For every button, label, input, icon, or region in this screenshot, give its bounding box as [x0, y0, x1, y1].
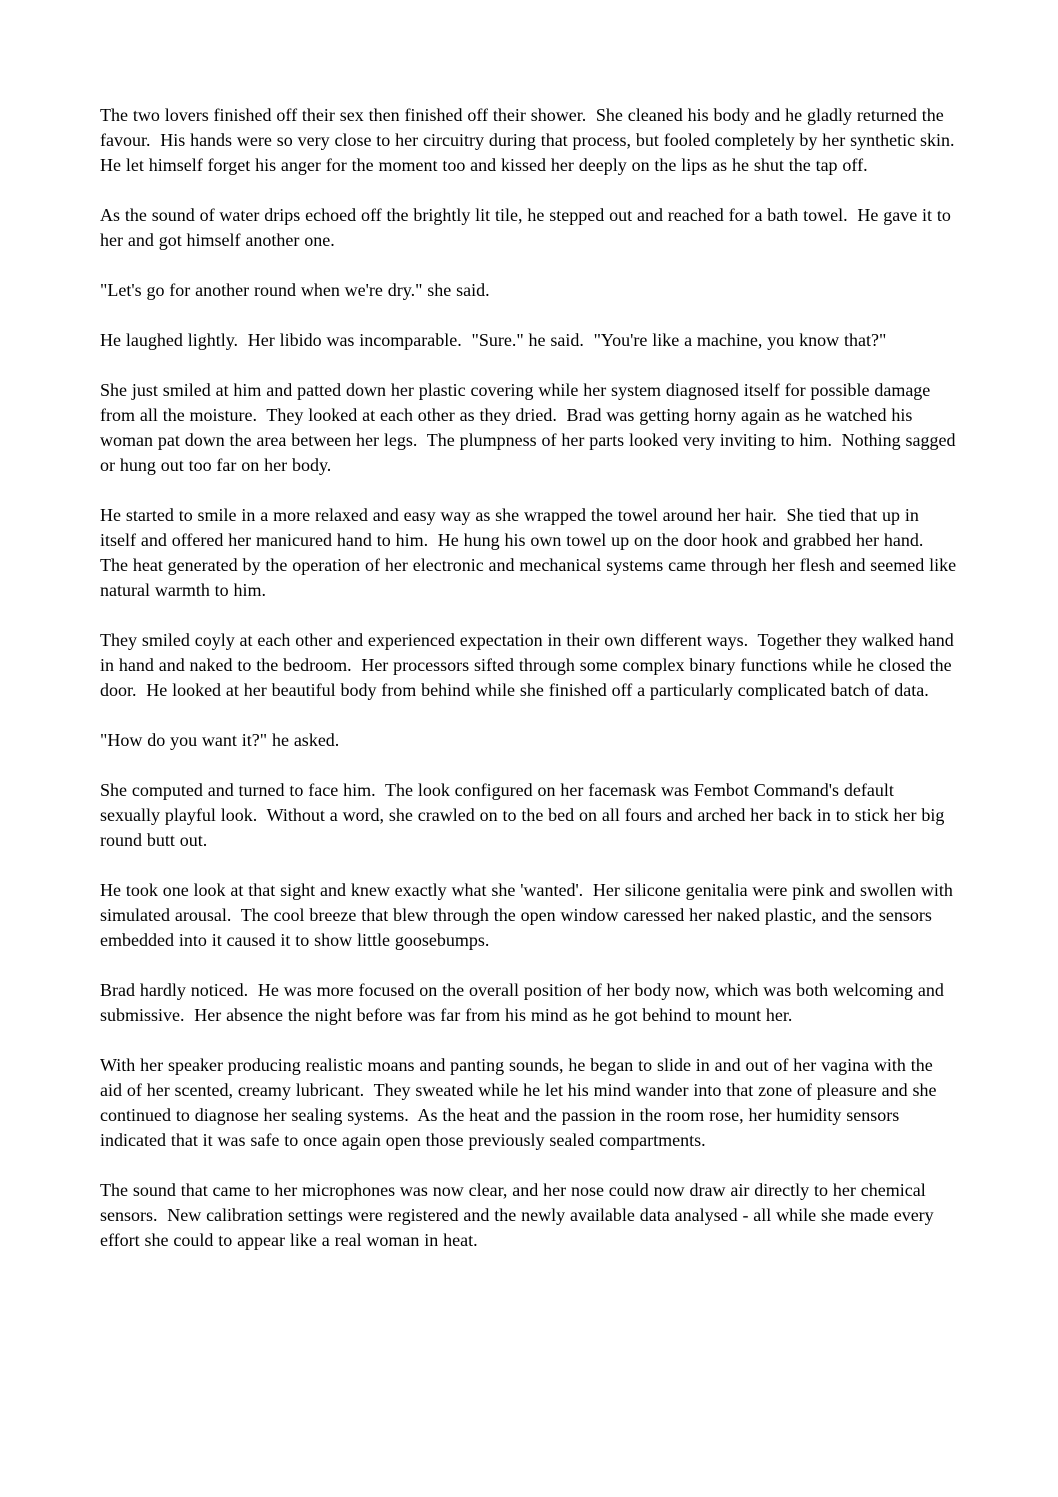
paragraph: He laughed lightly. Her libido was incomparable. "Sure." he said. "You're like a machine, you know that?"	[100, 330, 887, 350]
paragraph: The two lovers finished off their sex then finished off their shower. She cleaned his body and he gladly returned the favour. His hands were so very close to her circuitry during that process, but fooled completely by her synthetic skin. He let himself forget his anger for the moment too and kissed her deeply on the lips as he shut the tap off.	[100, 105, 965, 175]
paragraph: The sound that came to her microphones was now clear, and her nose could now draw air directly to her chemical sensors. New calibration settings were registered and the newly available data analysed - all while she made every effort she could to appear like a real woman in heat.	[100, 1180, 939, 1250]
paragraph: He took one look at that sight and knew exactly what she 'wanted'. Her silicone genitalia were pink and swollen with simulated arousal. The cool breeze that blew through the open window caressed her naked plastic, and the sensors embedded into it caused it to show little goosebumps.	[100, 880, 958, 950]
paragraph: She computed and turned to face him. The look configured on her facemask was Fembot Command's default sexually playful look. Without a word, she crawled on to the bed on all fours and arched her back in to stick her big round butt out.	[100, 780, 950, 850]
paragraph: He started to smile in a more relaxed and easy way as she wrapped the towel around her hair. She tied that up in itself and offered her manicured hand to him. He hung his own towel up on the door hook and grabbed her hand. The heat generated by the operation of her electronic and mechanical systems came through her flesh and seemed like natural warmth to him.	[100, 505, 962, 600]
paragraph: With her speaker producing realistic moans and panting sounds, he began to slide in and out of her vagina with the aid of her scented, creamy lubricant. They sweated while he let his mind wander into that zone of pleasure and she continued to diagnose her sealing systems. As the heat and the passion in the room rose, her humidity sensors indicated that it was safe to once again open those previously sealed compartments.	[100, 1055, 942, 1150]
paragraph: As the sound of water drips echoed off the brightly lit tile, he stepped out and reached for a bath towel. He gave it to her and got himself another one.	[100, 205, 956, 250]
paragraph: Brad hardly noticed. He was more focused on the overall position of her body now, which was both welcoming and submissive. Her absence the night before was far from his mind as he got behind to mount her.	[100, 980, 949, 1025]
paragraph: They smiled coyly at each other and experienced expectation in their own different ways. Together they walked hand in hand and naked to the bedroom. Her processors sifted through some complex binary functions while he closed the door. He looked at her beautiful body from behind while she finished off a particularly complicated batch of data.	[100, 630, 959, 700]
paragraph: "Let's go for another round when we're dry." she said.	[100, 280, 490, 300]
paragraph: "How do you want it?" he asked.	[100, 730, 340, 750]
paragraph: She just smiled at him and patted down her plastic covering while her system diagnosed itself for possible damage from all the moisture. They looked at each other as they dried. Brad was getting horny again as he watched his woman pat down the area between her legs. The plumpness of her parts looked very inviting to him. Nothing sagged or hung out too far on her body.	[100, 380, 961, 475]
